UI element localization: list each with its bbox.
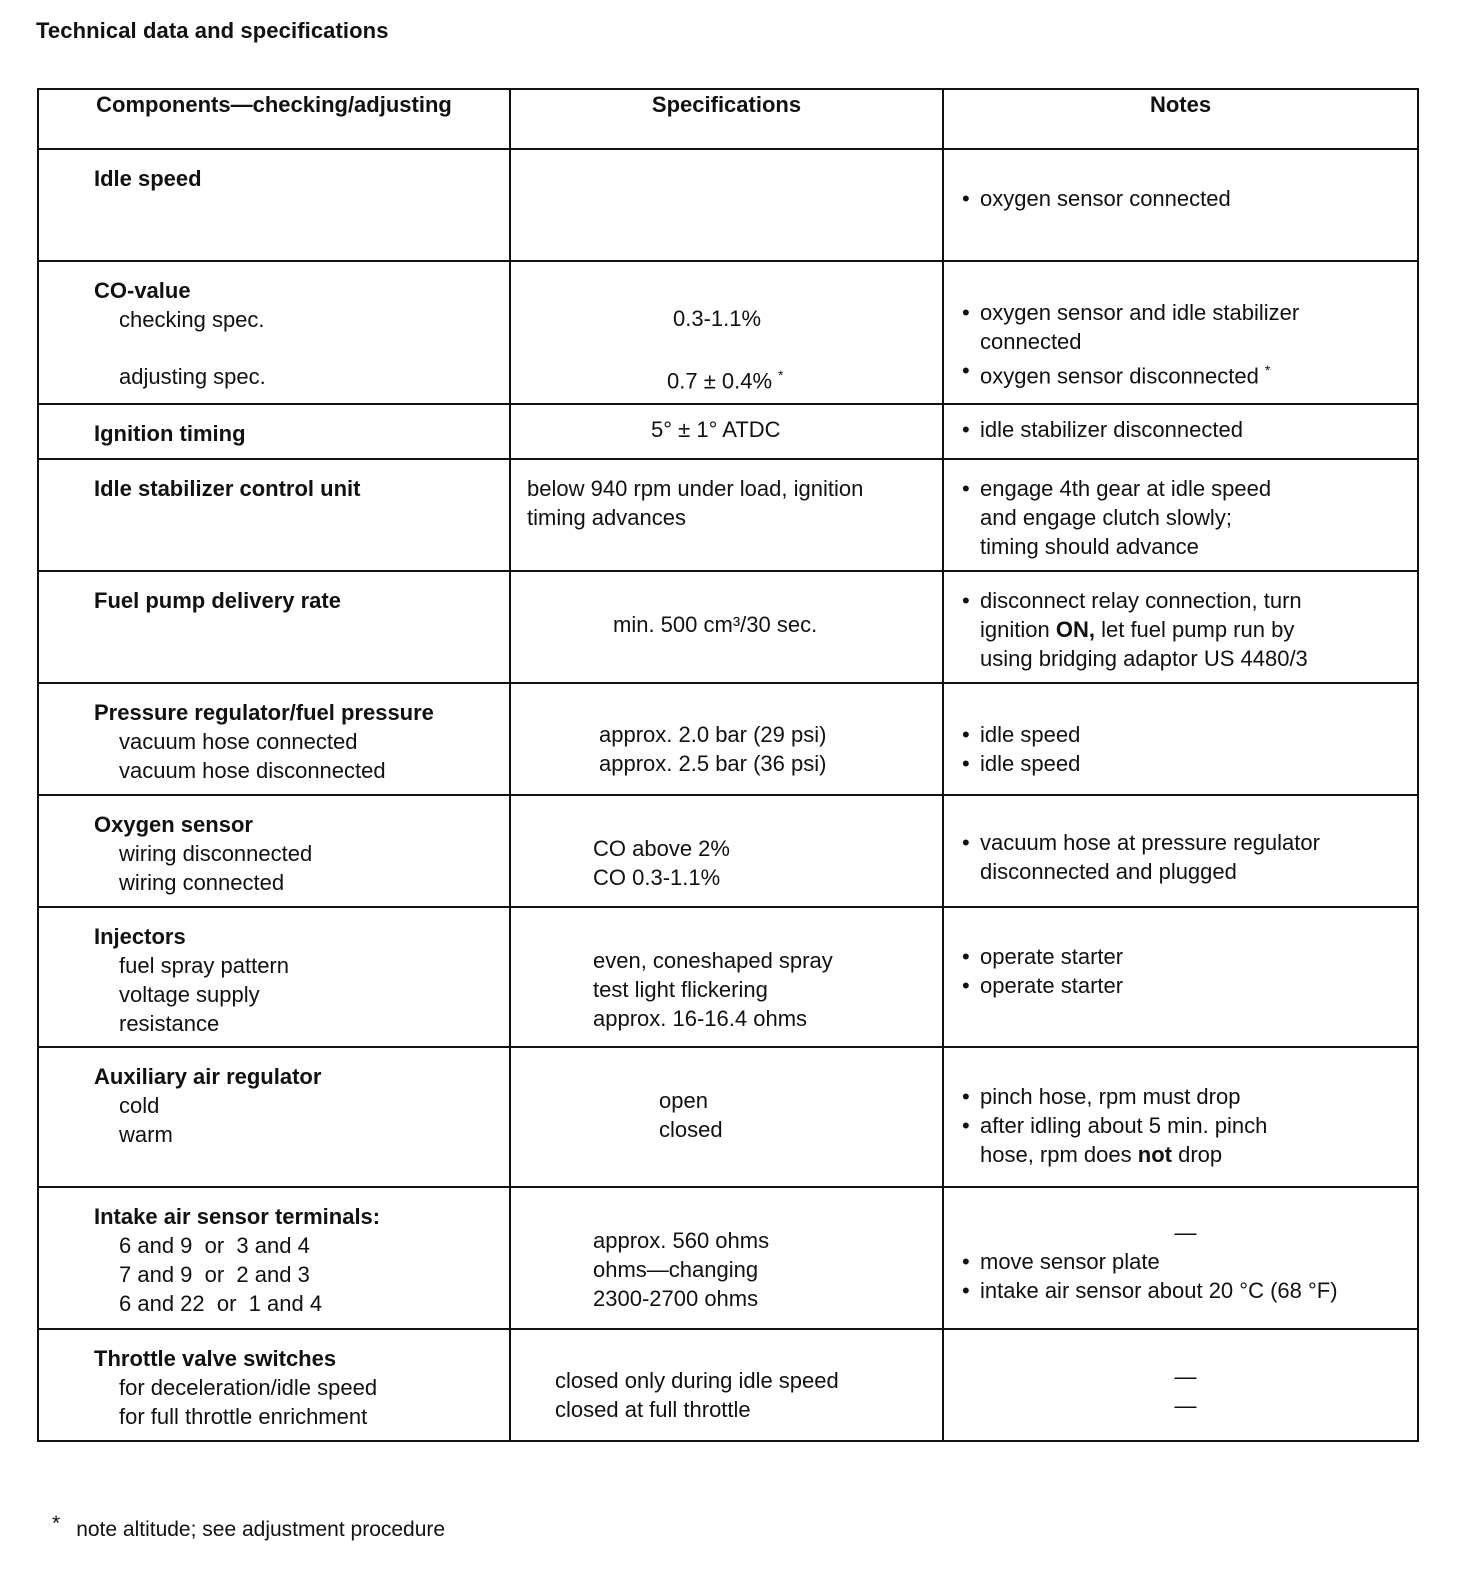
note-text: drop [1178, 1142, 1223, 1168]
component-cell [38, 459, 510, 571]
note-item: • move sensor plate [962, 1247, 1409, 1276]
component-name: Intake air sensor terminals: [94, 1204, 381, 1230]
table-row [38, 571, 1418, 683]
header-notes: Notes [943, 89, 1418, 149]
asterisk-marker: * [1264, 362, 1271, 378]
notes-cell [943, 795, 1418, 907]
table-row [38, 1047, 1418, 1187]
note-emphasis: not [1137, 1142, 1172, 1168]
component-name: Pressure regulator/fuel pressure [94, 700, 434, 726]
note-item: • idle speed [962, 720, 1409, 749]
spec-line: closed at full throttle [555, 1397, 751, 1423]
spec-cell [510, 404, 943, 459]
component-cell [38, 261, 510, 404]
spec-line: below 940 rpm under load, ignition [527, 476, 864, 502]
sub-item: 7 and 9 or 2 and 3 [119, 1262, 310, 1288]
em-dash: — [1174, 1393, 1197, 1419]
notes-cell [943, 459, 1418, 571]
table-row [38, 1187, 1418, 1329]
spec-cell [510, 1187, 943, 1329]
note-item: • intake air sensor about 20 °C (68 °F) [962, 1276, 1409, 1305]
notes-cell [943, 907, 1418, 1047]
asterisk-marker: * [778, 367, 784, 383]
note-item [962, 356, 1409, 390]
sub-item: checking spec. [119, 307, 265, 332]
sub-item: vacuum hose connected [119, 729, 358, 755]
component-cell [38, 149, 510, 261]
footnote-text: note altitude; see adjustment procedure [76, 1518, 446, 1541]
spec-line: test light flickering [593, 977, 768, 1003]
spec-line: even, coneshaped spray [593, 948, 833, 974]
sub-item: resistance [119, 1011, 220, 1037]
spec-line: closed [659, 1117, 723, 1143]
sub-item: for full throttle enrichment [119, 1404, 368, 1430]
spec-cell [510, 571, 943, 683]
spec-line: ohms—changing [593, 1257, 759, 1283]
component-name: Ignition timing [94, 421, 246, 447]
table-row [38, 1329, 1418, 1441]
note-item: • operate starter [962, 942, 1409, 971]
notes-cell [943, 261, 1418, 404]
notes-cell [943, 683, 1418, 795]
note-emphasis: ON, [1055, 617, 1095, 643]
spec-line: 0.3-1.1% [673, 306, 762, 331]
footnote [52, 1512, 446, 1542]
note-item: • idle speed [962, 749, 1409, 778]
notes-cell [943, 1047, 1418, 1187]
note-item: • after idling about 5 min. pinch [962, 1111, 1409, 1140]
spec-line: timing advances [527, 505, 686, 531]
spec-line-with-marker [667, 361, 932, 395]
spec-line: open [659, 1088, 708, 1114]
note-text: oxygen sensor disconnected [980, 363, 1259, 389]
sub-item: wiring connected [119, 870, 285, 896]
sub-item: 6 and 9 or 3 and 4 [119, 1233, 310, 1259]
sub-item: vacuum hose disconnected [119, 758, 386, 784]
component-name: CO-value [94, 278, 191, 303]
spec-cell [510, 907, 943, 1047]
spec-cell [510, 1047, 943, 1187]
note-text: hose, rpm does [980, 1142, 1132, 1168]
component-cell [38, 1329, 510, 1441]
sub-item: cold [119, 1093, 160, 1119]
note-item: • oxygen sensor and idle stabilizer [962, 298, 1409, 327]
table-row [38, 795, 1418, 907]
notes-cell [943, 1187, 1418, 1329]
table-row [38, 261, 1418, 404]
notes-cell [943, 1329, 1418, 1441]
table-row [38, 683, 1418, 795]
note-text: let fuel pump run by [1101, 617, 1295, 643]
table-row [38, 459, 1418, 571]
note-continuation: disconnected and plugged [980, 859, 1237, 885]
em-dash: — [1174, 1220, 1197, 1246]
spec-line: approx. 16-16.4 ohms [593, 1006, 808, 1032]
spec-cell [510, 1329, 943, 1441]
component-cell [38, 1047, 510, 1187]
component-name: Idle stabilizer control unit [94, 476, 361, 502]
note-continuation: and engage clutch slowly; [980, 505, 1232, 531]
sub-item: adjusting spec. [119, 364, 266, 389]
sub-item: 6 and 22 or 1 and 4 [119, 1291, 323, 1317]
component-name: Auxiliary air regulator [94, 1064, 322, 1090]
table-row [38, 907, 1418, 1047]
notes-cell [943, 571, 1418, 683]
note-continuation [962, 615, 1409, 644]
component-name: Throttle valve switches [94, 1346, 337, 1372]
component-cell [38, 1187, 510, 1329]
spec-line: approx. 560 ohms [593, 1228, 770, 1254]
spec-line: CO 0.3-1.1% [593, 865, 721, 891]
sub-item: voltage supply [119, 982, 260, 1008]
note-continuation: connected [980, 329, 1082, 354]
notes-cell [943, 404, 1418, 459]
component-cell [38, 907, 510, 1047]
note-item: • vacuum hose at pressure regulator [962, 828, 1409, 857]
note-item: • engage 4th gear at idle speed [962, 474, 1409, 503]
page-title: Technical data and specifications [36, 18, 389, 43]
sub-item: fuel spray pattern [119, 953, 289, 979]
spec-cell [510, 459, 943, 571]
component-cell [38, 571, 510, 683]
spec-value: 0.7 ± 0.4% [667, 368, 773, 394]
notes-cell [943, 149, 1418, 261]
table-row [38, 404, 1418, 459]
component-name: Injectors [94, 924, 186, 950]
note-text: ignition [980, 617, 1050, 643]
spec-cell [510, 683, 943, 795]
spec-table [37, 88, 1419, 1442]
footnote-marker: * [52, 1512, 61, 1535]
note-item: • operate starter [962, 971, 1409, 1000]
component-name: Fuel pump delivery rate [94, 588, 341, 614]
note-item: • oxygen sensor connected [962, 184, 1409, 213]
spec-line: closed only during idle speed [555, 1368, 839, 1394]
component-cell [38, 683, 510, 795]
spec-cell [510, 795, 943, 907]
spec-line: 2300-2700 ohms [593, 1286, 759, 1312]
em-dash: — [1174, 1364, 1197, 1390]
spec-line: 5° ± 1° ATDC [651, 417, 781, 443]
spec-line: approx. 2.0 bar (29 psi) [599, 722, 827, 748]
header-components: Components—checking/adjusting [38, 89, 510, 149]
component-name: Idle speed [94, 166, 202, 191]
note-continuation: timing should advance [980, 534, 1199, 560]
note-continuation: using bridging adaptor US 4480/3 [980, 646, 1308, 672]
header-specifications: Specifications [510, 89, 943, 149]
sub-item: for deceleration/idle speed [119, 1375, 378, 1401]
spec-line: min. 500 cm³/30 sec. [613, 612, 818, 638]
spec-line: approx. 2.5 bar (36 psi) [599, 751, 827, 777]
spec-cell [510, 261, 943, 404]
note-item: • idle stabilizer disconnected [962, 415, 1409, 444]
component-name: Oxygen sensor [94, 812, 253, 838]
note-continuation [962, 1140, 1409, 1169]
component-cell [38, 795, 510, 907]
note-item: • pinch hose, rpm must drop [962, 1082, 1409, 1111]
note-item: • disconnect relay connection, turn [962, 586, 1409, 615]
table-header-row [38, 89, 1418, 149]
table-row [38, 149, 1418, 261]
spec-cell [510, 149, 943, 261]
sub-item: warm [119, 1122, 173, 1148]
spec-line: CO above 2% [593, 836, 730, 862]
sub-item: wiring disconnected [119, 841, 313, 867]
component-cell [38, 404, 510, 459]
